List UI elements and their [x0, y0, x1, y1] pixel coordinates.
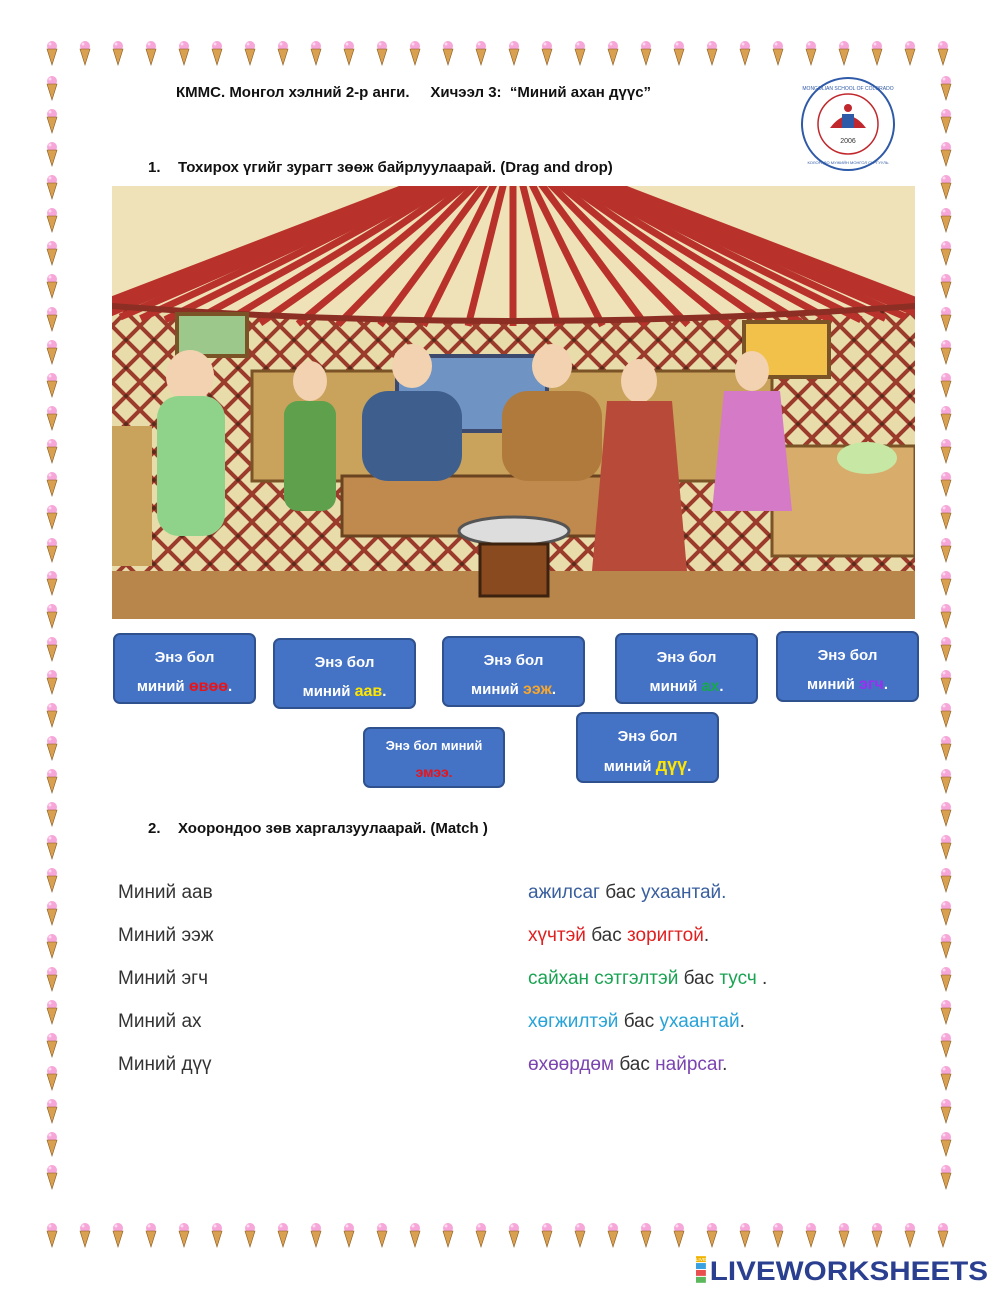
ice-cream-cone-icon — [46, 1164, 58, 1190]
ice-cream-cone-icon — [46, 40, 58, 66]
card-suffix: . — [687, 758, 692, 775]
ice-cream-cone-icon — [940, 108, 952, 134]
ice-cream-cone-icon — [871, 40, 883, 66]
card-prefix: миний — [603, 758, 656, 775]
ice-cream-cone-icon — [409, 1222, 421, 1248]
ice-cream-cone-icon — [46, 141, 58, 167]
ice-cream-cone-icon — [46, 933, 58, 959]
match-left-0[interactable]: Миний аав — [118, 882, 213, 903]
ice-cream-cone-icon — [739, 40, 751, 66]
ice-cream-cone-icon — [343, 40, 355, 66]
ice-cream-cone-icon — [940, 141, 952, 167]
section2-instruction: Хоорондоо зөв харгалзуулаарай. (Match ) — [178, 820, 488, 837]
card-word: ах — [701, 678, 720, 695]
match-right-0[interactable]: ажилсаг бас ухаантай. — [528, 882, 727, 903]
logo-ring-text: MONGOLIAN SCHOOL OF COLORADO — [802, 86, 894, 92]
card-line1: Энэ бол миний — [385, 738, 483, 753]
ice-cream-cone-icon — [46, 405, 58, 431]
ice-cream-cone-icon — [46, 999, 58, 1025]
ice-cream-cone-icon — [940, 306, 952, 332]
ice-cream-cone-icon — [871, 1222, 883, 1248]
drag-card-mother[interactable] — [442, 636, 585, 707]
ice-cream-cone-icon — [940, 702, 952, 728]
ice-cream-cone-icon — [310, 40, 322, 66]
ice-cream-cone-icon — [940, 537, 952, 563]
section2-number: 2. — [148, 820, 161, 837]
card-line1: Энэ бол — [617, 728, 678, 745]
card-prefix: миний — [302, 683, 355, 700]
match-left-4[interactable]: Миний дүү — [118, 1054, 212, 1075]
ice-cream-cone-icon — [46, 273, 58, 299]
ice-cream-cone-icon — [508, 1222, 520, 1248]
ice-cream-cone-icon — [46, 372, 58, 398]
ice-cream-cone-icon — [46, 669, 58, 695]
ice-cream-cone-icon — [376, 1222, 388, 1248]
ice-cream-cone-icon — [673, 1222, 685, 1248]
ice-cream-cone-icon — [940, 636, 952, 662]
ice-cream-cone-icon — [937, 40, 949, 66]
ice-cream-cone-icon — [112, 40, 124, 66]
card-suffix: . — [883, 676, 888, 693]
ice-cream-cone-icon — [607, 1222, 619, 1248]
ice-cream-cone-icon — [574, 40, 586, 66]
ice-cream-cone-icon — [805, 1222, 817, 1248]
match-left-1[interactable]: Миний ээж — [118, 925, 214, 946]
ice-cream-cone-icon — [940, 1065, 952, 1091]
ice-cream-cone-icon — [46, 174, 58, 200]
brand-text: LIVEWORKSHEETS — [709, 1255, 989, 1284]
ice-cream-cone-icon — [409, 40, 421, 66]
ice-cream-cone-icon — [940, 372, 952, 398]
ice-cream-cone-icon — [79, 40, 91, 66]
card-word: эгч — [859, 676, 884, 693]
card-suffix: . — [448, 765, 453, 780]
ice-cream-cone-icon — [940, 570, 952, 596]
card-word: дүү — [655, 755, 688, 775]
ice-cream-cone-icon — [244, 1222, 256, 1248]
ice-cream-cone-icon — [940, 900, 952, 926]
card-line1: Энэ бол — [656, 649, 717, 666]
ice-cream-cone-icon — [940, 174, 952, 200]
ice-cream-cone-icon — [46, 207, 58, 233]
card-line1: Энэ бол — [483, 652, 544, 669]
school-logo — [800, 76, 896, 172]
ice-cream-cone-icon — [541, 1222, 553, 1248]
ice-cream-cone-icon — [940, 504, 952, 530]
ice-cream-cone-icon — [46, 1131, 58, 1157]
ice-cream-cone-icon — [112, 1222, 124, 1248]
ice-cream-cone-icon — [46, 801, 58, 827]
ice-cream-cone-icon — [475, 1222, 487, 1248]
ice-cream-cone-icon — [772, 40, 784, 66]
ice-cream-cone-icon — [904, 40, 916, 66]
ice-cream-cone-icon — [46, 108, 58, 134]
card-prefix: миний — [649, 678, 702, 695]
ice-cream-cone-icon — [838, 40, 850, 66]
ice-cream-cone-icon — [838, 1222, 850, 1248]
drag-card-father[interactable] — [273, 638, 416, 709]
ice-cream-cone-icon — [475, 40, 487, 66]
ice-cream-cone-icon — [46, 768, 58, 794]
ice-cream-cone-icon — [46, 603, 58, 629]
ice-cream-cone-icon — [46, 537, 58, 563]
ice-cream-cone-icon — [940, 1164, 952, 1190]
card-word: ээж — [523, 681, 552, 698]
ice-cream-cone-icon — [706, 40, 718, 66]
card-suffix: . — [227, 678, 233, 695]
drag-card-grandfather[interactable] — [113, 633, 256, 704]
ice-cream-cone-icon — [940, 867, 952, 893]
ice-cream-cone-icon — [310, 1222, 322, 1248]
ice-cream-cone-icon — [145, 40, 157, 66]
ice-cream-cone-icon — [46, 867, 58, 893]
ice-cream-cone-icon — [940, 603, 952, 629]
page-title: КММС. Монгол хэлний 2-р анги. Хичээл 3: “Миний ахан дүүс” — [176, 84, 652, 101]
card-suffix: . — [382, 683, 387, 700]
ice-cream-cone-icon — [640, 40, 652, 66]
ice-cream-cone-icon — [940, 801, 952, 827]
ice-cream-cone-icon — [940, 207, 952, 233]
logo-year: 2006 — [840, 138, 856, 145]
ice-cream-cone-icon — [46, 636, 58, 662]
ice-cream-cone-icon — [46, 834, 58, 860]
card-prefix: миний — [807, 676, 860, 693]
ice-cream-cone-icon — [805, 40, 817, 66]
ice-cream-cone-icon — [277, 40, 289, 66]
ice-cream-cone-icon — [739, 1222, 751, 1248]
card-word: эмээ — [415, 764, 449, 780]
card-prefix: миний — [136, 678, 189, 695]
ice-cream-cone-icon — [46, 339, 58, 365]
ice-cream-cone-icon — [46, 306, 58, 332]
match-right-4[interactable]: өхөөрдөм бас найрсаг. — [528, 1054, 728, 1075]
ice-cream-cone-icon — [574, 1222, 586, 1248]
ice-cream-cone-icon — [46, 966, 58, 992]
drag-card-older-sister[interactable] — [776, 631, 919, 702]
ice-cream-cone-icon — [211, 40, 223, 66]
ice-cream-cone-icon — [46, 1098, 58, 1124]
ice-cream-cone-icon — [640, 1222, 652, 1248]
ice-cream-cone-icon — [940, 1131, 952, 1157]
drag-card-grandmother[interactable] — [363, 727, 505, 788]
ice-cream-cone-icon — [607, 40, 619, 66]
card-word: аав — [354, 683, 383, 700]
section1-number: 1. — [148, 159, 161, 176]
ice-cream-cone-icon — [541, 40, 553, 66]
ice-cream-cone-icon — [46, 1222, 58, 1248]
ice-cream-cone-icon — [940, 669, 952, 695]
ice-cream-cone-icon — [46, 735, 58, 761]
ice-cream-cone-icon — [46, 1065, 58, 1091]
card-suffix: . — [719, 678, 724, 695]
ice-cream-cone-icon — [145, 1222, 157, 1248]
ice-cream-cone-icon — [46, 1032, 58, 1058]
match-left-3[interactable]: Миний ах — [118, 1011, 202, 1032]
ice-cream-cone-icon — [46, 570, 58, 596]
ice-cream-cone-icon — [178, 40, 190, 66]
liveworksheets-logo — [696, 1252, 992, 1284]
ice-cream-cone-icon — [706, 1222, 718, 1248]
ice-cream-cone-icon — [211, 1222, 223, 1248]
ice-cream-cone-icon — [940, 240, 952, 266]
ice-cream-cone-icon — [940, 966, 952, 992]
badge-text: LIVE — [696, 1258, 707, 1264]
ice-cream-cone-icon — [940, 339, 952, 365]
section1-instruction: Тохирох үгийг зурагт зөөж байрлуулаарай. (Drag and drop) — [178, 159, 613, 176]
ice-cream-cone-icon — [772, 1222, 784, 1248]
card-suffix: . — [551, 681, 556, 698]
logo-ring-text-2: КОЛОРАДО МУЖИЙН МОНГОЛ СУРГУУЛЬ — [807, 160, 889, 165]
match-right-1[interactable]: хүчтэй бас зоригтой. — [528, 925, 710, 946]
drag-card-younger-sibling[interactable] — [576, 712, 719, 783]
ice-cream-cone-icon — [46, 75, 58, 101]
ice-cream-cone-icon — [46, 240, 58, 266]
card-word: өвөө — [188, 678, 228, 695]
ice-cream-cone-icon — [940, 405, 952, 431]
ice-cream-cone-icon — [46, 438, 58, 464]
card-line1: Энэ бол — [154, 649, 215, 666]
ice-cream-cone-icon — [178, 1222, 190, 1248]
match-right-2[interactable]: сайхан сэтгэлтэй бас тусч . — [528, 968, 768, 989]
ice-cream-cone-icon — [940, 1098, 952, 1124]
ice-cream-cone-icon — [277, 1222, 289, 1248]
ice-cream-cone-icon — [940, 438, 952, 464]
ice-cream-cone-icon — [442, 40, 454, 66]
ice-cream-cone-icon — [46, 471, 58, 497]
ice-cream-cone-icon — [940, 834, 952, 860]
card-line1: Энэ бол — [314, 654, 375, 671]
ice-cream-cone-icon — [79, 1222, 91, 1248]
match-right-3[interactable]: хөгжилтэй бас ухаантай. — [528, 1011, 745, 1032]
ice-cream-cone-icon — [904, 1222, 916, 1248]
ice-cream-cone-icon — [940, 75, 952, 101]
card-line1: Энэ бол — [817, 647, 878, 664]
ice-cream-cone-icon — [508, 40, 520, 66]
ice-cream-cone-icon — [940, 768, 952, 794]
match-left-2[interactable]: Миний эгч — [118, 968, 208, 989]
ice-cream-cone-icon — [343, 1222, 355, 1248]
ice-cream-cone-icon — [244, 40, 256, 66]
ice-cream-cone-icon — [376, 40, 388, 66]
ice-cream-cone-icon — [46, 504, 58, 530]
ice-cream-cone-icon — [46, 702, 58, 728]
card-prefix: миний — [471, 681, 523, 698]
ice-cream-cone-icon — [940, 999, 952, 1025]
drag-card-older-brother[interactable] — [615, 633, 758, 704]
ice-cream-cone-icon — [940, 933, 952, 959]
ice-cream-cone-icon — [940, 273, 952, 299]
ice-cream-cone-icon — [940, 1032, 952, 1058]
ice-cream-cone-icon — [940, 735, 952, 761]
ice-cream-cone-icon — [937, 1222, 949, 1248]
yurt-family-illustration — [112, 186, 915, 619]
ice-cream-cone-icon — [940, 471, 952, 497]
ice-cream-cone-icon — [442, 1222, 454, 1248]
ice-cream-cone-icon — [673, 40, 685, 66]
ice-cream-cone-icon — [46, 900, 58, 926]
